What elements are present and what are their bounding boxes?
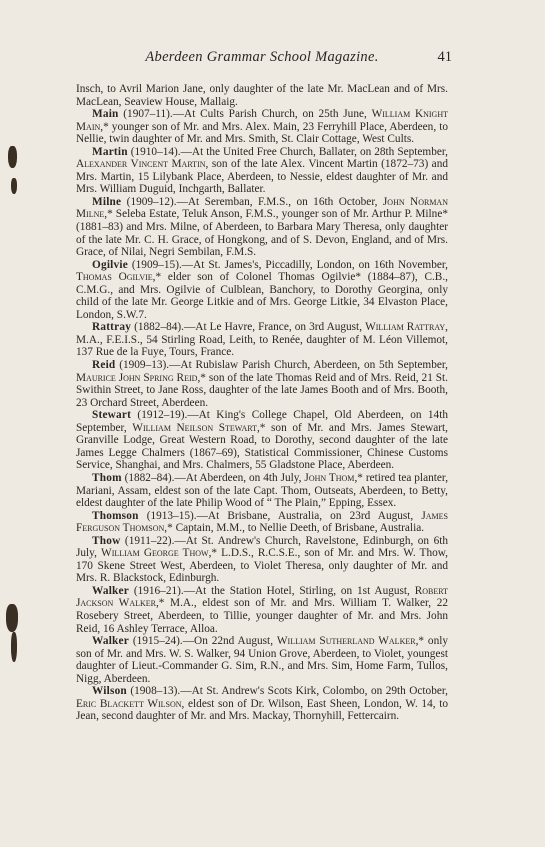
entry-surname: Main: [92, 108, 119, 121]
groom-name: John Thom: [304, 471, 355, 484]
entry-text: ,* Captain, M.M., to Nellie Deeth, of Brisbane, Australia.: [164, 522, 425, 535]
entry-text: —At Le Havre, France, on 3rd August,: [184, 321, 366, 334]
entry-text: —At the United Free Church, Ballater, on 28th September,: [180, 145, 449, 158]
announcement-entry: [76, 108, 448, 146]
entry-school-years: (1909–13).: [115, 359, 170, 372]
announcement-entry: [76, 146, 448, 196]
announcement-entry: [76, 635, 448, 685]
entry-school-years: (1909–15).: [127, 258, 182, 271]
announcement-entry: [76, 535, 448, 585]
entry-school-years: (1908–13).: [126, 685, 181, 698]
entry-surname: Rattray: [92, 321, 132, 334]
announcement-entry: [76, 259, 448, 322]
entry-text: ,* younger son of Mr. and Mrs. Alex. Main, 23 Ferryhill Place, Aberdeen, to Nellie, twin daughter of Mr. and Mrs. Smith, St. Clair Cottage, West Cults.: [76, 120, 448, 146]
entry-surname: Ogilvie: [92, 258, 128, 271]
entry-text: ,* son of Mr. and Mrs. James Stewart, Granville Lodge, Great Western Road, to Dorothy, second daughter of the late James Legge Chalmers (1867–69), Statistical Commissioner, Chinese Customs Service, Shanghai, and Mrs. Chalmers, 55 Gladstone Place, Aberdeen.: [76, 421, 448, 472]
entry-surname: Thow: [92, 534, 121, 547]
entry-text: , M.A., F.E.I.S., 54 Stirling Road, Leith, to Renée, daughter of M. Léon Villemot, 137 Rue de la Fuye, Tours, France.: [76, 321, 448, 359]
binding-hole-mark: [11, 178, 17, 194]
entry-surname: Thom: [92, 471, 122, 484]
entry-surname: Walker: [92, 584, 129, 597]
entry-text: —At St. James's, Piccadilly, London, on 16th November,: [181, 258, 449, 271]
entry-text: —At Seremban, F.M.S., on 16th October,: [176, 195, 383, 208]
running-title: Aberdeen Grammar School Magazine.: [145, 49, 379, 65]
groom-name: Maurice John Spring Reid: [76, 371, 198, 384]
announcement-entry: [76, 359, 448, 409]
entry-text: —At the Station Hotel, Stirling, on 1st August,: [183, 584, 415, 597]
announcement-entry: [76, 83, 448, 108]
entry-school-years: (1882–84).: [131, 321, 184, 334]
entry-school-years: (1909–12).: [121, 195, 177, 208]
entry-school-years: (1915–24).: [128, 635, 183, 648]
binding-hole-mark: [6, 604, 18, 632]
announcement-entry: [76, 196, 448, 259]
groom-name: William Neilson Stewart: [132, 421, 257, 434]
entry-text: —At Brisbane, Australia, on 23rd August,: [196, 509, 422, 522]
entry-text: —At St. Andrew's Church, Ravelstone, Edinburgh, on 6th July,: [76, 534, 449, 560]
entry-school-years: (1882–84).: [121, 471, 175, 484]
entry-text: —At St. Andrew's Scots Kirk, Colombo, on 29th October,: [180, 685, 448, 698]
entry-school-years: (1910–14).: [127, 145, 181, 158]
entry-text: Insch, to Avril Marion Jane, only daughter of the late Mr. MacLean and of Mrs. MacLean, Seaview House, Mallaig.: [76, 83, 448, 108]
entry-text: —At Rubislaw Parish Church, Aberdeen, on 5th September,: [169, 359, 448, 372]
entry-text: ,* only son of Mr. and Mrs. W. S. Walker, 94 Union Grove, Aberdeen, to Violet, youngest daughter of Lieut.-Commander G. Sim, R.N., and Mrs. Sim, Home Farm, Tullos, Nigg, Aberdeen.: [76, 635, 449, 685]
entry-text: —On 22nd August,: [182, 635, 277, 648]
entry-surname: Stewart: [92, 409, 132, 422]
entry-text: —At Cults Parish Church, on 25th June,: [172, 108, 372, 121]
entry-text: ,* L.D.S., R.C.S.E., son of Mr. and Mrs. W. Thow, 170 Skene Street West, Aberdeen, to Violet Theresa, only daughter of Mr. and Mrs. R. Blackstock, Edinburgh.: [76, 547, 449, 585]
groom-name: Alexander Vincent Martin: [76, 158, 206, 171]
entry-school-years: (1916–21).: [128, 584, 184, 597]
groom-name: John Norman Milne: [76, 195, 448, 221]
binding-hole-mark: [11, 632, 17, 662]
entry-text: —At King's College Chapel, Old Aberdeen, on 14th September,: [76, 409, 448, 434]
entry-text: ,* retired tea planter, Mariani, Assam, eldest son of the late Capt. Thom, Outseats, Aberdeen, to Betty, eldest daughter of the late Philip Wood of “ The Plain,” Epping, Essex.: [76, 471, 449, 510]
entry-surname: Milne: [92, 195, 122, 208]
entry-school-years: (1907–11).: [118, 108, 173, 121]
entry-school-years: (1913–15).: [138, 509, 197, 522]
groom-name: James Ferguson Thomson: [76, 509, 448, 535]
entry-text: , son of the late Alex. Vincent Martin (1872–73) and Mrs. Martin, 15 Lilybank Place, Aberdeen, to Nessie, eldest daughter of Mr. and Mrs. William Duguid, Inchgarth, Ballater.: [76, 158, 448, 196]
announcement-entry: [76, 321, 448, 359]
entry-text: , eldest son of Dr. Wilson, East Sheen, London, W. 14, to Jean, second daughter of Mr. and Mrs. Mackay, Thornyhill, Fettercairn.: [76, 697, 448, 723]
entry-surname: Wilson: [92, 685, 127, 698]
running-header: [76, 49, 452, 69]
entry-text: —At Aberdeen, on 4th July,: [174, 471, 305, 484]
entry-school-years: (1912–19).: [131, 409, 188, 422]
groom-name: William Sutherland Walker: [276, 635, 416, 648]
announcement-entry: [76, 685, 448, 723]
entry-surname: Thomson: [92, 509, 139, 522]
groom-name: Thomas Ogilvie: [76, 271, 153, 284]
page-number: 41: [437, 49, 452, 65]
entry-text: ,* son of the late Thomas Reid and of Mrs. Reid, 21 St. Swithin Street, to Jane Ross, daughter of the late James Booth and of Mrs. Booth, 23 Orchard Street, Aberdeen.: [76, 371, 448, 409]
announcement-entry: [76, 510, 448, 535]
entry-surname: Walker: [92, 635, 129, 648]
groom-name: Robert Jackson Walker: [76, 584, 448, 610]
entry-school-years: (1911–22).: [120, 534, 175, 547]
groom-name: William Rattray: [365, 321, 446, 334]
binding-hole-mark: [8, 146, 17, 168]
announcement-entry: [76, 472, 448, 510]
announcement-entry: [76, 409, 448, 472]
announcement-entry: [76, 585, 448, 635]
groom-name: William George Thow: [101, 547, 209, 560]
groom-name: William Knight Main: [76, 108, 448, 133]
groom-name: Eric Blackett Wilson: [76, 697, 182, 710]
entry-text: ,* Seleba Estate, Teluk Anson, F.M.S., younger son of Mr. Arthur P. Milne* (1881–83) and Mrs. Milne, of Aberdeen, to Barbara Mary Theresa, only daughter of the late Mr. C. H. Grace, of Hongkong, and of S. Devon, England, and of Mrs. Grace, of Nilai, Negri Sembilan, F.M.S.: [76, 208, 448, 259]
entry-text: ,* M.A., eldest son of Mr. and Mrs. William T. Walker, 22 Rosebery Street, Aberdeen, to Tillie, younger daughter of Mr. and Mrs. John Reid, 16 Ashley Terrace, Alloa.: [76, 597, 448, 635]
entry-surname: Martin: [92, 145, 128, 158]
entry-surname: Reid: [92, 359, 116, 372]
announcements-column: [76, 83, 448, 723]
entry-text: ,* elder son of Colonel Thomas Ogilvie* (1884–87), C.B., C.M.G., and Mrs. Ogilvie of Culblean, Banchory, to Dorothy Georgina, only child of the late Mr. George Litkie and of Mrs. George Litkie, 34 Elvaston Place, London, S.W.7.: [76, 271, 448, 321]
